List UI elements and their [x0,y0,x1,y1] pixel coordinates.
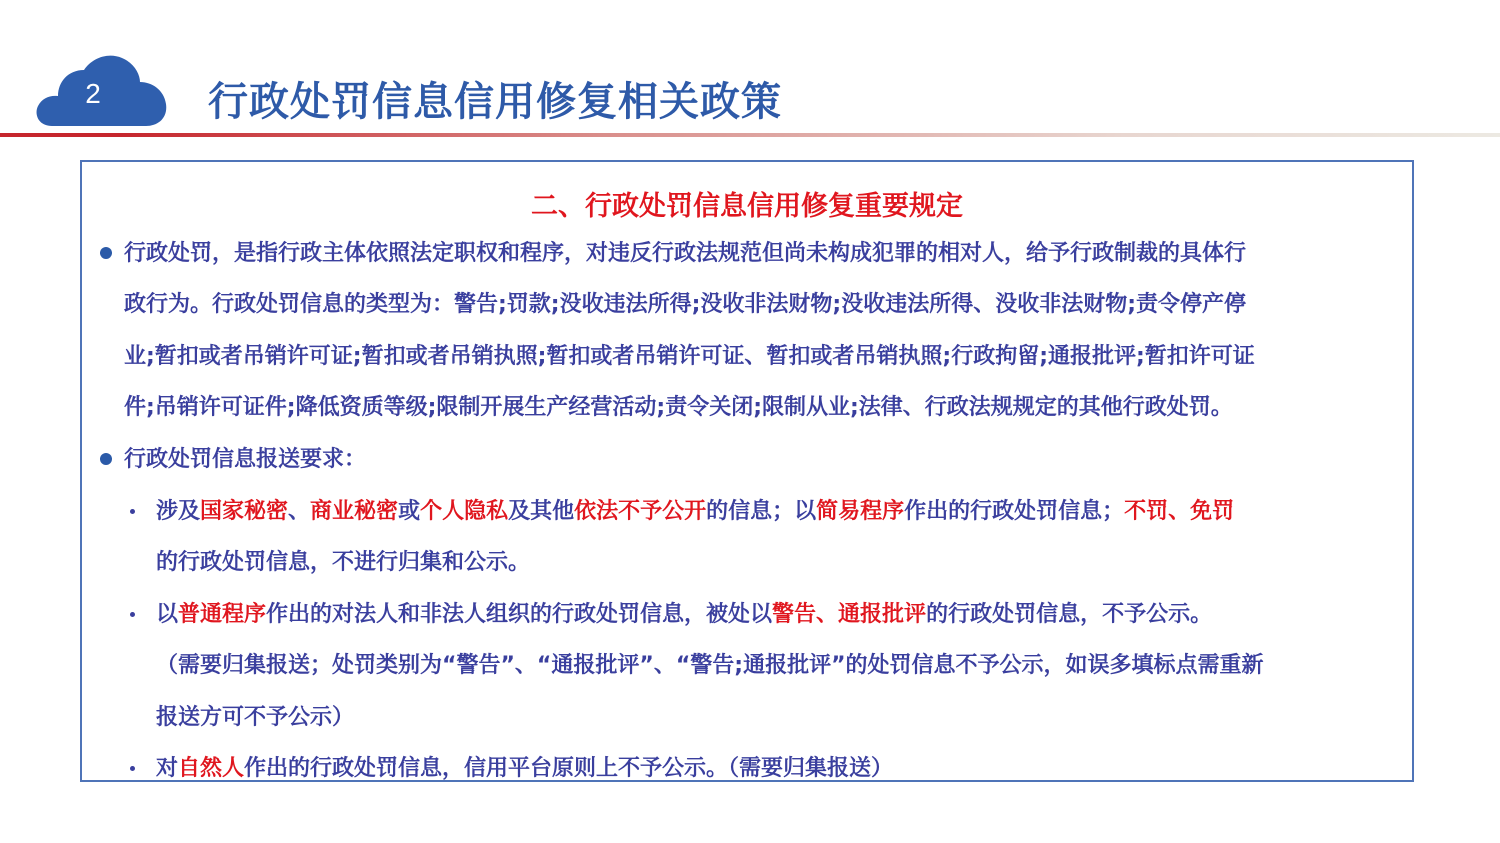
bullet-dot-icon [100,453,112,465]
panel-heading: 二、行政处罚信息信用修复重要规定 [531,191,963,222]
section-number: 2 [85,78,101,109]
text-line: 行政处罚信息报送要求： [124,447,367,472]
text-line: 以普通程序作出的对法人和非法人组织的行政处罚信息，被处以警告、通报批评的行政处罚信息，不予公示。 [156,602,1213,627]
bullet-definition [124,228,1402,434]
highlight-text: 自然人 [178,756,245,781]
highlight-text: 不罚、免罚 [1124,499,1235,524]
text-line: 业;暂扣或者吊销许可证;暂扣或者吊销执照;暂扣或者吊销许可证、暂扣或者吊销执照;行政拘留;通报批评;暂扣许可证 [124,343,1255,369]
content-panel [80,160,1414,782]
sub-bullet-dot-icon [130,612,135,617]
text-line: 件;吊销许可证件;降低资质等级;限制开展生产经营活动;责令关闭;限制从业;法律、行政法规规定的其他行政处罚。 [124,395,1233,421]
sub-bullet-dot-icon [130,766,135,771]
highlight-text: 普通程序 [178,602,267,627]
highlight-text: 简易程序 [816,499,905,524]
text-line: （需要归集报送；处罚类别为“警告”、“通报批评”、“警告;通报批评”的处罚信息不予公示，如误多填标点需重新 [156,653,1264,679]
bullet-requirements [124,434,1402,485]
text-line: 的行政处罚信息，不进行归集和公示。 [156,550,531,576]
header-divider [0,133,1500,137]
highlight-text: 警告、通报批评 [772,602,927,627]
highlight-text: 国家秘密 [200,499,289,524]
sub-bullet-dot-icon [130,509,135,514]
highlight-text: 个人隐私 [420,499,509,524]
bullet-dot-icon [100,247,112,259]
highlight-text: 商业秘密 [310,499,399,524]
text-line: 涉及国家秘密、商业秘密或个人隐私及其他依法不予公开的信息；以简易程序作出的行政处罚信息；不罚、免罚 [156,499,1235,524]
text-line: 报送方可不予公示） [156,704,355,730]
page-title: 行政处罚信息信用修复相关政策 [208,79,782,125]
sub-item-natural-person [156,743,1402,794]
text-line: 政行为。行政处罚信息的类型为：警告;罚款;没收违法所得;没收非法财物;没收违法所得、没收非法财物;责令停产停 [124,292,1246,318]
text-line: 行政处罚，是指行政主体依照法定职权和程序，对违反行政法规范但尚未构成犯罪的相对人，给予行政制裁的具体行 [124,241,1247,266]
sub-item-no-publish [156,486,1402,589]
sub-item-ordinary-procedure [156,589,1402,743]
highlight-text: 依法不予公开 [574,499,707,524]
text-line: 对自然人作出的行政处罚信息，信用平台原则上不予公示。（需要归集报送） [156,756,894,781]
